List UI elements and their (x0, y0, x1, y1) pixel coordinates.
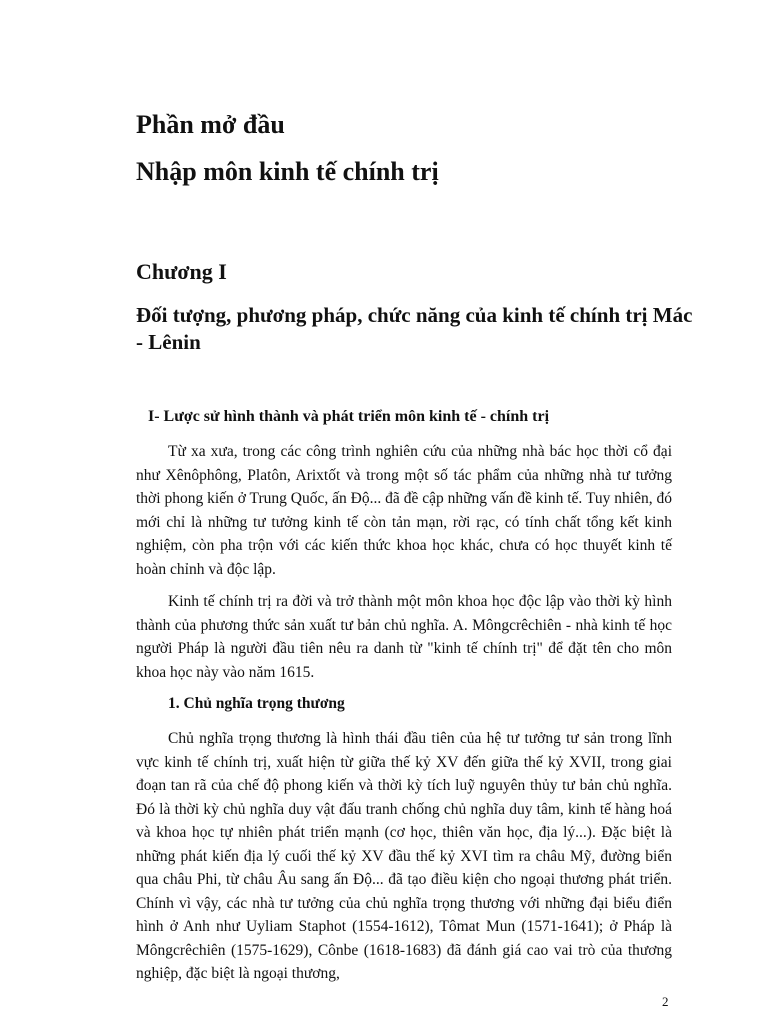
chapter-label: Chương I (136, 259, 227, 284)
paragraph-1: Từ xa xưa, trong các công trình nghiên cứu của những nhà bác học thời cổ đại như Xênôphông, Platôn, Arixtốt và trong một số tác phẩm của những nhà tư tưởng thời phong kiến ở Trung Quốc, ấn Độ... đã đề cập những vấn đề kinh tế. Tuy nhiên, đó mới chỉ là những tư tưởng kinh tế còn tản mạn, rời rạc, có tính chất tổng kết kinh nghiệm, còn pha trộn với các kiến thức khoa học khác, chưa có học thuyết kinh tế hoàn chỉnh và độc lập. (136, 443, 672, 578)
chapter-title: Đối tượng, phương pháp, chức năng của kinh tế chính trị Mác - Lênin (136, 303, 693, 354)
section-heading: I- Lược sử hình thành và phát triển môn kinh tế - chính trị (148, 408, 550, 425)
page-number: 2 (662, 994, 669, 1009)
paragraph-3: Chủ nghĩa trọng thương là hình thái đầu tiên của hệ tư tưởng tư sản trong lĩnh vực kinh tế chính trị, xuất hiện từ giữa thế kỷ XV đến giữa thế kỷ XVII, trong giai đoạn tan rã của chế độ phong kiến và thời kỳ tích luỹ nguyên thủy tư bản chủ nghĩa. Đó là thời kỳ chủ nghĩa duy vật đấu tranh chống chủ nghĩa duy tâm, kinh tế hàng hoá và khoa học tự nhiên phát triển mạnh (cơ học, thiên văn học, địa lý...). Đặc biệt là những phát kiến địa lý cuối thế kỷ XV đầu thế kỷ XVI tìm ra châu Mỹ, đường biển qua châu Phi, từ châu Âu sang ấn Độ... đã tạo điều kiện cho ngoại thương phát triển. Chính vì vậy, các nhà tư tưởng của chủ nghĩa trọng thương với những đại biểu điển hình ở Anh như Uyliam Staphot (1554-1612), Tômat Mun (1571-1641); ở Pháp là Môngcrêchiên (1575-1629), Cônbe (1618-1683) đã đánh giá cao vai trò của thương nghiệp, đặc biệt là ngoại thương, (136, 730, 672, 982)
subsection-heading: 1. Chủ nghĩa trọng thương (168, 695, 345, 712)
paragraph-2: Kinh tế chính trị ra đời và trở thành một môn khoa học độc lập vào thời kỳ hình thành của phương thức sản xuất tư bản chủ nghĩa. A. Môngcrêchiên - nhà kinh tế học người Pháp là người đầu tiên nêu ra danh từ "kinh tế chính trị" để đặt tên cho môn khoa học này vào năm 1615. (136, 593, 672, 681)
part-title: Phần mở đầu (136, 110, 285, 139)
body-text (136, 440, 672, 995)
part-subtitle: Nhập môn kinh tế chính trị (136, 157, 439, 186)
